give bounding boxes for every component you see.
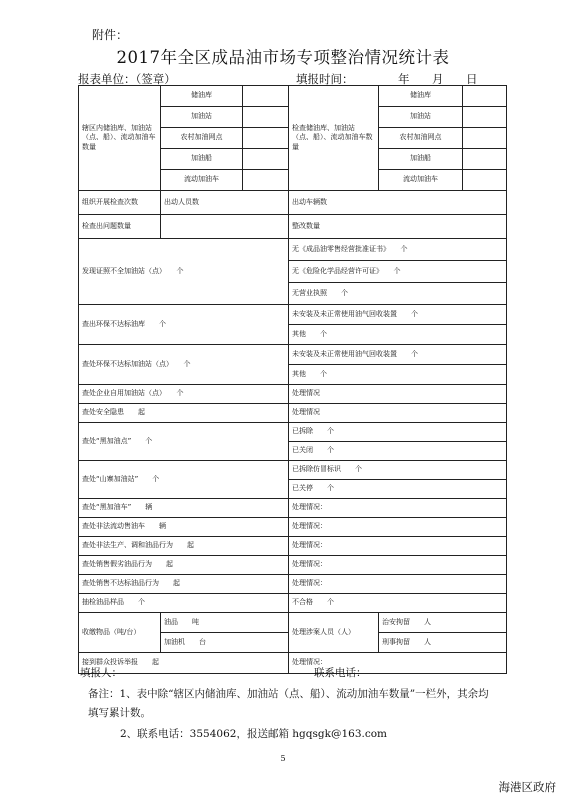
local-boat-value bbox=[243, 149, 289, 170]
statistics-table bbox=[78, 85, 507, 674]
black-truck-handling-label: 处理情况： bbox=[289, 499, 507, 518]
complaints-handling-label: 处理情况： bbox=[289, 653, 507, 674]
local-rural-point-value bbox=[243, 128, 289, 149]
self-use-handling-label: 处理情况 bbox=[289, 385, 507, 404]
black-station-demolished-item: 已拆除 个 bbox=[289, 423, 507, 442]
inspected-rural-point-value bbox=[463, 128, 507, 149]
remark-line-2: 填写累计数。 bbox=[88, 707, 151, 719]
year-label: 年 bbox=[398, 72, 410, 86]
source-label: 海港区政府 bbox=[498, 780, 556, 794]
self-use-station-label: 查处企业自用加油站（点） 个 bbox=[79, 385, 289, 404]
attachment-label: 附件： bbox=[92, 28, 129, 42]
public-complaints-label: 接到群众投诉举报 起 bbox=[79, 653, 289, 674]
illegal-vendor-handling-label: 处理情况： bbox=[289, 518, 507, 537]
inspected-depot-label: 储油库 bbox=[379, 86, 463, 107]
inspected-station-value bbox=[463, 107, 507, 128]
inspection-count-label: 组织开展检查次数 bbox=[79, 191, 161, 215]
safety-hazard-label: 查处安全隐患 起 bbox=[79, 404, 289, 423]
problems-count-label: 检查出问题数量 bbox=[79, 215, 161, 239]
depot-other-item: 其他 个 bbox=[289, 325, 507, 345]
local-mobile-truck-value bbox=[243, 170, 289, 191]
local-rural-point-label: 农村加油网点 bbox=[161, 128, 243, 149]
day-label: 日 bbox=[466, 72, 478, 86]
inspected-boat-label: 加油船 bbox=[379, 149, 463, 170]
local-mobile-truck-label: 流动加油车 bbox=[161, 170, 243, 191]
reporter-label: 填报人： bbox=[80, 667, 122, 679]
administrative-detention-item: 治安拘留 人 bbox=[379, 613, 507, 633]
rectified-count-label: 整改数量 bbox=[289, 215, 507, 239]
counterfeit-closed-item: 已关停 个 bbox=[289, 480, 507, 499]
inspected-station-label: 加油站 bbox=[379, 107, 463, 128]
fake-oil-sales-label: 查处销售假劣油品行为 起 bbox=[79, 556, 289, 575]
local-boat-label: 加油船 bbox=[161, 149, 243, 170]
black-station-closed-item: 已关闭 个 bbox=[289, 442, 507, 461]
incomplete-license-label: 发现证照不全加油站（点） 个 bbox=[79, 239, 289, 305]
local-depot-value bbox=[243, 86, 289, 107]
confiscated-dispenser-item: 加油机 台 bbox=[161, 633, 289, 653]
remark-line-1: 备注：1、表中除“辖区内储油库、加油站（点、船）、流动加油车数量”一栏外，其余均 bbox=[88, 688, 489, 700]
depot-vapor-recovery-item: 未安装及未正常使用油气回收装置 个 bbox=[289, 305, 507, 325]
no-hazmat-license-item: 无《危险化学品经营许可证》 个 bbox=[289, 261, 507, 283]
confiscated-oil-item: 油品 吨 bbox=[161, 613, 289, 633]
persons-handled-label: 处理涉案人员（人） bbox=[289, 613, 379, 653]
local-depot-label: 储油库 bbox=[161, 86, 243, 107]
no-retail-license-item: 无《成品油零售经营批准证书》 个 bbox=[289, 239, 507, 261]
vehicle-count-label: 出动车辆数 bbox=[289, 191, 507, 215]
black-station-label: 查处“黑加油点” 个 bbox=[79, 423, 289, 461]
inspected-facilities-group-label: 检查储油库、加油站（点、船）、流动加油车数量 bbox=[289, 86, 379, 191]
black-truck-label: 查处“黑加油车” 辆 bbox=[79, 499, 289, 518]
report-time-label: 填报时间： bbox=[296, 72, 354, 86]
local-station-value bbox=[243, 107, 289, 128]
report-unit-label: 报表单位：（签章） bbox=[78, 72, 176, 86]
remark-line-3: 2、联系电话：3554062，报送邮箱 hgqsgk@163.com bbox=[120, 728, 387, 740]
station-vapor-recovery-item: 未安装及未正常使用油气回收装置 个 bbox=[289, 345, 507, 365]
illegal-mobile-vendor-label: 查处非法流动售油车 辆 bbox=[79, 518, 289, 537]
sample-check-label: 抽检油品样品 个 bbox=[79, 594, 289, 613]
substandard-oil-handling-label: 处理情况： bbox=[289, 575, 507, 594]
no-business-license-item: 无营业执照 个 bbox=[289, 283, 507, 305]
fake-oil-handling-label: 处理情况： bbox=[289, 556, 507, 575]
noncompliant-depot-label: 查出环保不达标油库 个 bbox=[79, 305, 289, 345]
contact-phone-label: 联系电话： bbox=[314, 667, 367, 679]
page-number: 5 bbox=[280, 754, 286, 763]
local-facilities-group-label: 辖区内储油库、加油站（点、船）、流动加油车数量 bbox=[79, 86, 161, 191]
unqualified-samples-label: 不合格 个 bbox=[289, 594, 507, 613]
counterfeit-station-label: 查处“山寨加油站” 个 bbox=[79, 461, 289, 499]
page-title: 2017年全区成品油市场专项整治情况统计表 bbox=[116, 48, 450, 67]
staff-count-label: 出动人员数 bbox=[161, 191, 289, 215]
station-other-item: 其他 个 bbox=[289, 365, 507, 385]
month-label: 月 bbox=[432, 72, 444, 86]
inspected-mobile-truck-value bbox=[463, 170, 507, 191]
noncompliant-station-label: 查处环保不达标加油站（点） 个 bbox=[79, 345, 289, 385]
illegal-blending-label: 查处非法生产、调和油品行为 起 bbox=[79, 537, 289, 556]
substandard-oil-sales-label: 查处销售不达标油品行为 起 bbox=[79, 575, 289, 594]
inspected-depot-value bbox=[463, 86, 507, 107]
inspected-boat-value bbox=[463, 149, 507, 170]
criminal-detention-item: 刑事拘留 人 bbox=[379, 633, 507, 653]
local-station-label: 加油站 bbox=[161, 107, 243, 128]
illegal-blending-handling-label: 处理情况： bbox=[289, 537, 507, 556]
safety-handling-label: 处理情况 bbox=[289, 404, 507, 423]
problems-count-value bbox=[161, 215, 289, 239]
inspected-mobile-truck-label: 流动加油车 bbox=[379, 170, 463, 191]
inspected-rural-point-label: 农村加油网点 bbox=[379, 128, 463, 149]
confiscated-items-label: 收缴物品（吨/台） bbox=[79, 613, 161, 653]
counterfeit-sign-removed-item: 已拆除仿冒标识 个 bbox=[289, 461, 507, 480]
